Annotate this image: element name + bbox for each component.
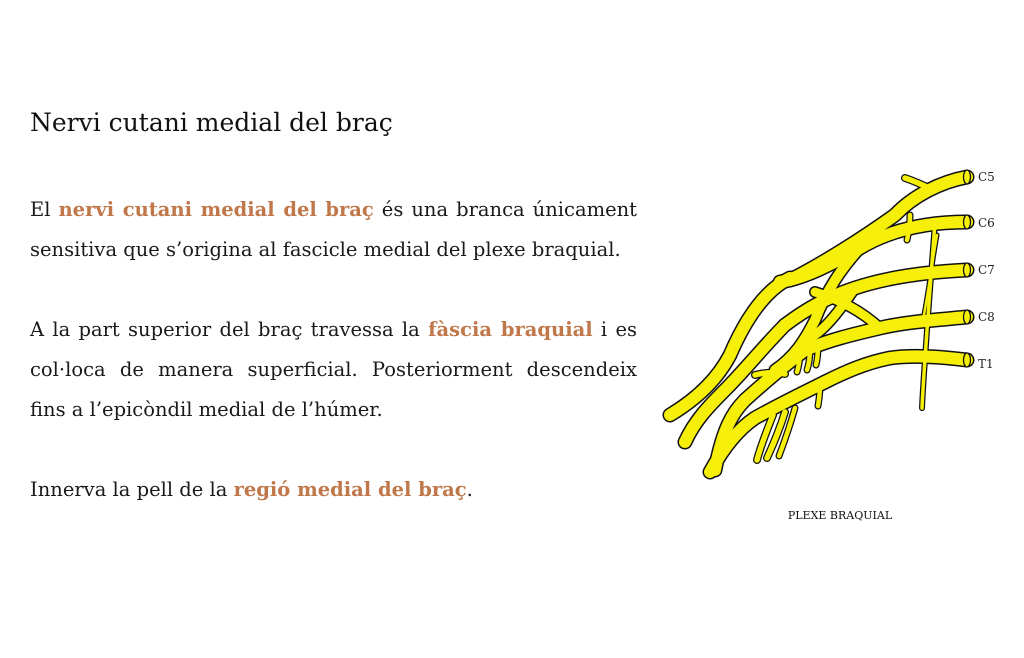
root-label-t1: T1 [978, 357, 994, 371]
paragraph-innervation [30, 470, 637, 510]
paragraph-text: A la part superior del braç travessa la [30, 318, 429, 341]
brachial-plexus-illustration [655, 160, 1010, 490]
page-title: Nervi cutani medial del braç [30, 108, 393, 137]
root-label-c8: C8 [978, 310, 995, 324]
term-fascia-braquial: fàscia braquial [428, 318, 593, 341]
paragraph-text: i es col·loca de manera superficial. Posteriorment descendeix fins a l’epicòndil medial de l’húmer. [30, 318, 637, 421]
paragraph-text: . [466, 478, 473, 501]
brachial-plexus-drawing [655, 160, 1010, 490]
root-label-c6: C6 [978, 216, 995, 230]
body-text [30, 190, 637, 550]
paragraph-text: El [30, 198, 59, 221]
paragraph-text: és una branca únicament sensitiva que s’origina al fascicle medial del plexe braquial. [30, 198, 638, 261]
paragraph-intro [30, 190, 637, 270]
paragraph-course [30, 310, 637, 430]
root-label-c5: C5 [978, 170, 995, 184]
root-label-c7: C7 [978, 263, 995, 277]
figure-caption: PLEXE BRAQUIAL [787, 509, 893, 522]
paragraph-text: Innerva la pell de la [30, 478, 234, 501]
term-regio-medial: regió medial del braç [233, 478, 467, 501]
term-nervi-cutani: nervi cutani medial del braç [58, 198, 374, 221]
